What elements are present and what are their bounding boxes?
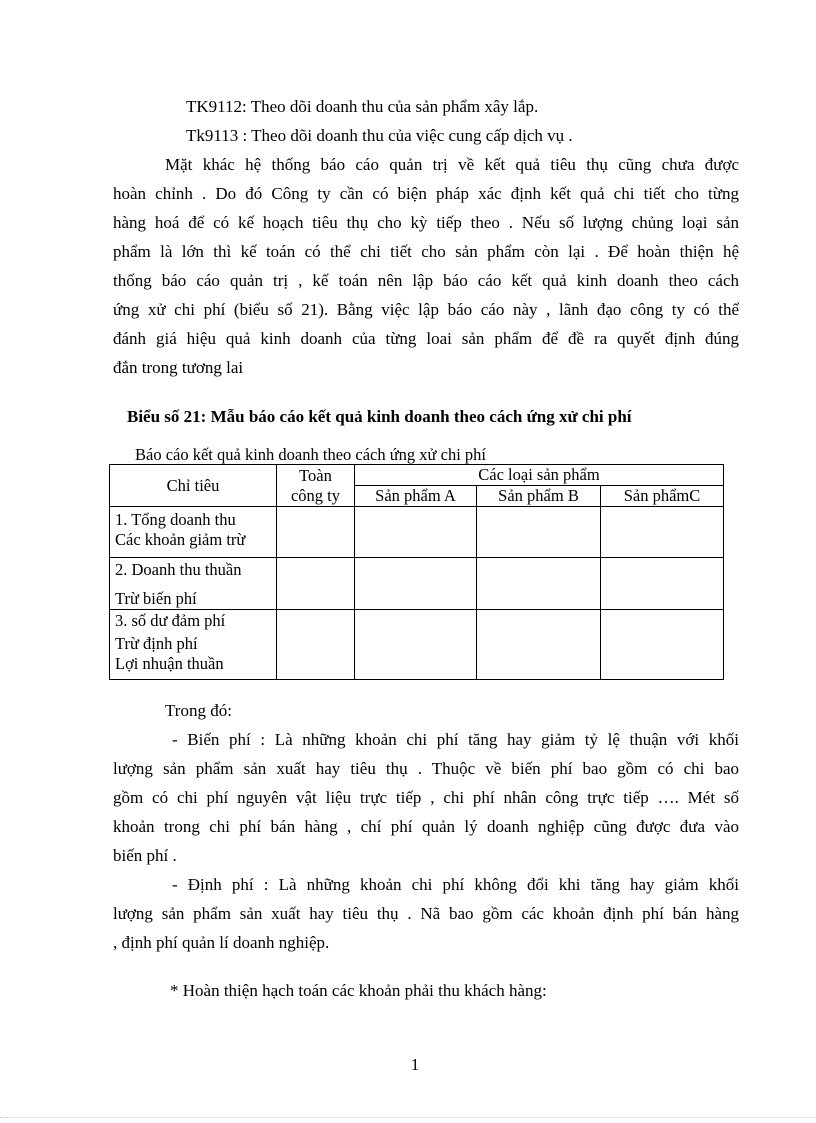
table-cell [355,558,477,610]
bien-phi-line: lượng sản phẩm sản xuất hay tiêu thụ . Thuộc về biến phí bao gồm có chi bao [113,759,739,778]
table-row [110,610,724,680]
table-cell [277,610,355,680]
header-chi-tieu: Chỉ tiêu [110,465,277,507]
table-cell [477,610,601,680]
row-label-line: Các khoản giảm trừ [115,530,246,549]
tk9112-line: TK9112: Theo dõi doanh thu của sản phẩm xây lắp. [186,97,539,116]
tk9113-line: Tk9113 : Theo dõi doanh thu của việc cung cấp dịch vụ . [186,126,573,145]
paragraph-line: đắn trong tương lai [113,358,244,377]
table-cell [277,558,355,610]
row-label-line: Trừ định phí [115,634,198,653]
header-product-a: Sản phẩm A [355,486,477,507]
row-label [110,558,277,610]
row-label-line: 1. Tổng doanh thu [115,510,236,529]
paragraph-line: ứng xử chi phí (biểu số 21). Bằng việc lập báo cáo này , lãnh đạo công ty có thể [113,300,739,319]
trong-do-label: Trong đó: [165,701,232,720]
paragraph-line: thống báo cáo quản trị , kế toán nên lập báo cáo kết quả kinh doanh theo cách [113,271,739,290]
table-row [110,507,724,558]
dinh-phi-line: - Định phí : Là những khoản chi phí không đổi khi tăng hay giảm khối [172,875,739,894]
page-bottom-border [0,1117,816,1118]
bien-phi-line: khoản trong chi phí bán hàng , chí phí quản lý doanh nghiệp cũng được đưa vào [113,817,739,836]
receivables-heading: * Hoàn thiện hạch toán các khoản phải thu khách hàng: [170,981,547,1000]
bien-phi-line: gồm có chi phí nguyên vật liệu trực tiếp , chi phí nhân công trực tiếp …. Mét số [113,788,739,807]
page-number: 1 [410,1055,420,1074]
header-toan-line: Toàn [299,465,332,485]
paragraph-line: phẩm là lớn thì kế toán có thể chi tiết cho sản phẩm còn lại . Để hoàn thiện hệ [113,242,739,261]
row-label-line: 2. Doanh thu thuần [115,560,242,579]
bien-phi-line: biến phí . [113,846,177,865]
table-cell [277,507,355,558]
row-label-line: Trừ biến phí [115,589,197,608]
paragraph-line: hoàn chỉnh . Do đó Công ty cần có biện pháp xác định kết quả chi tiết cho từng [113,184,739,203]
report-table [109,464,724,680]
table-cell [601,610,724,680]
table-heading: Biểu số 21: Mẫu báo cáo kết quả kinh doanh theo cách ứng xử chi phí [127,407,632,426]
paragraph-line: hàng hoá để có kế hoạch tiêu thụ cho kỳ tiếp theo . Nếu số lượng chủng loại sản [113,213,739,232]
row-label [110,507,277,558]
paragraph-line: đánh giá hiệu quả kinh doanh của từng loai sản phẩm để đề ra quyết định đúng [113,329,739,348]
table-cell [355,507,477,558]
row-label [110,610,277,680]
header-product-b: Sản phẩm B [477,486,601,507]
row-label-line: 3. số dư đảm phí [115,611,226,630]
table-cell [355,610,477,680]
header-cong-ty-line: công ty [290,485,341,505]
dinh-phi-line: lượng sản phẩm sản xuất hay tiêu thụ . Nã bao gồm các khoản định phí bán hàng [113,904,739,923]
table-cell [601,558,724,610]
dinh-phi-line: , định phí quản lí doanh nghiệp. [113,933,330,952]
bien-phi-line: - Biến phí : Là những khoản chi phí tăng hay giảm tỷ lệ thuận với khối [172,730,739,749]
table-row [110,558,724,610]
header-product-group: Các loại sản phẩm [355,465,724,486]
table-header-row [110,465,724,486]
row-label-line: Lợi nhuận thuần [115,654,224,673]
table-cell [477,507,601,558]
header-product-c: Sản phẩmC [601,486,724,507]
table-cell [477,558,601,610]
header-toan-cong-ty [277,465,355,507]
table-caption: Báo cáo kết quả kinh doanh theo cách ứng xử chi phí [135,445,486,464]
paragraph-line: Mặt khác hệ thống báo cáo quản trị về kết quả tiêu thụ cũng chưa được [165,155,739,174]
table-cell [601,507,724,558]
